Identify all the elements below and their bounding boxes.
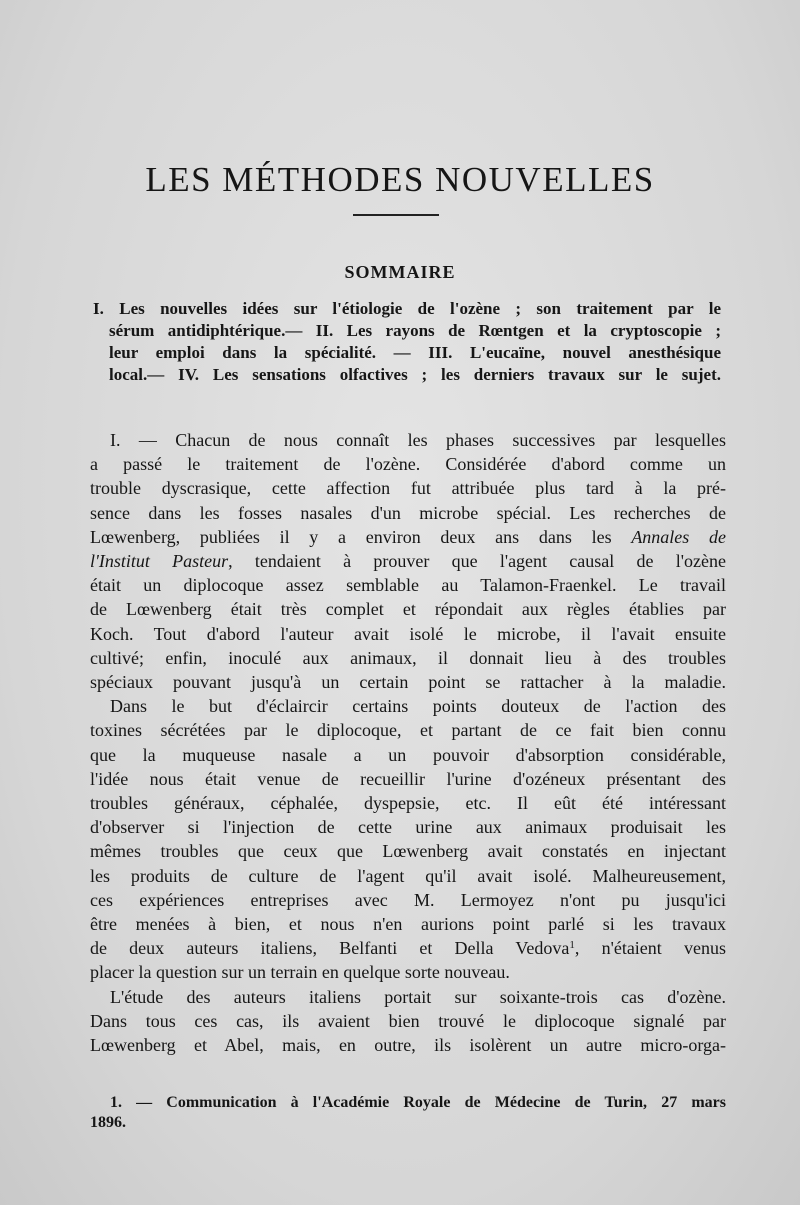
sommaire-line: leur emploi dans la spécialité. — III. L'eucaïne, nouvel anesthésique <box>109 343 721 362</box>
body-line: placer la question sur un terrain en quelque sorte nouveau. <box>90 962 510 983</box>
sommaire-heading: SOMMAIRE <box>344 262 456 282</box>
body-line: les produits de culture de l'agent qu'il avait isolé. Malheureusement, <box>90 865 726 886</box>
body-line: était un diplocoque assez semblable au Talamon-Fraenkel. Le travail <box>90 575 726 596</box>
body-line: toxines sécrétées par le diplocoque, et partant de ce fait bien connu <box>90 720 726 741</box>
journal-title-part: Annales de <box>631 526 727 547</box>
page-title: LES MÉTHODES NOUVELLES <box>145 160 655 199</box>
body-line: Dans le but d'éclaircir certains points douteux de l'action des <box>110 696 726 717</box>
sommaire-line: sérum antidiphtérique.— II. Les rayons de Rœntgen et la cryptoscopie ; <box>109 321 721 340</box>
body-line: mêmes troubles que ceux que Lœwenberg avait constatés en injectant <box>90 841 726 862</box>
body-text <box>90 428 726 1057</box>
body-line: Lœwenberg et Abel, mais, en outre, ils isolèrent un autre micro-orga- <box>90 1035 726 1056</box>
body-line: Koch. Tout d'abord l'auteur avait isolé le microbe, il l'avait ensuite <box>90 623 726 644</box>
body-line: être menées à bien, et nous n'en aurions point parlé si les travaux <box>90 914 726 935</box>
body-line: de Lœwenberg était très complet et répondait aux règles établies par <box>90 599 726 620</box>
body-line: trouble dyscrasique, cette affection fut attribuée plus tard à la pré- <box>90 478 726 499</box>
body-line <box>90 549 726 573</box>
body-line-text: Lœwenberg, publiées il y a environ deux ans dans les <box>90 526 612 547</box>
body-line-text: , tendaient à prouver que l'agent causal de l'ozène <box>228 551 726 572</box>
body-line: l'idée nous était venue de recueillir l'urine d'ozéneux présentant des <box>90 768 726 789</box>
footnote <box>90 1093 726 1133</box>
body-line: Dans tous ces cas, ils avaient bien trouvé le diplocoque signalé par <box>90 1010 726 1031</box>
body-line: ces expériences entreprises avec M. Lermoyez n'ont pu jusqu'ici <box>90 889 726 910</box>
footnote-line: 1. — Communication à l'Académie Royale de Médecine de Turin, 27 mars <box>110 1094 726 1111</box>
body-line <box>90 936 726 960</box>
sommaire-summary <box>93 298 721 386</box>
body-line: L'étude des auteurs italiens portait sur soixante-trois cas d'ozène. <box>110 986 726 1007</box>
body-line: sence dans les fosses nasales d'un microbe spécial. Les recherches de <box>90 502 726 523</box>
body-line: spéciaux pouvant jusqu'à un certain point se rattacher à la maladie. <box>90 672 726 693</box>
body-line: cultivé; enfin, inoculé aux animaux, il donnait lieu à des troubles <box>90 647 726 668</box>
body-line: a passé le traitement de l'ozène. Considérée d'abord comme un <box>90 454 726 475</box>
footnote-line: 1896. <box>90 1114 126 1131</box>
body-line-text: de deux auteurs italiens, Belfanti et Della Vedova <box>90 938 570 959</box>
body-line <box>90 525 726 549</box>
body-line: que la muqueuse nasale a un pouvoir d'absorption considérable, <box>90 744 726 765</box>
sommaire-line: local.— IV. Les sensations olfactives ; les derniers travaux sur le sujet. <box>109 365 721 384</box>
footnote-marker: 1 <box>569 939 575 952</box>
body-line: I. — Chacun de nous connaît les phases successives par lesquelles <box>110 430 726 450</box>
sommaire-line: I. Les nouvelles idées sur l'étiologie de l'ozène ; son traitement par le <box>93 299 721 318</box>
title-rule <box>353 214 439 216</box>
body-line: troubles généraux, céphalée, dyspepsie, etc. Il eût été intéressant <box>90 793 726 814</box>
journal-title-part: l'Institut Pasteur <box>90 551 229 572</box>
body-line-text: , n'étaient venus <box>574 938 726 959</box>
body-line: d'observer si l'injection de cette urine aux animaux produisait les <box>90 817 726 838</box>
